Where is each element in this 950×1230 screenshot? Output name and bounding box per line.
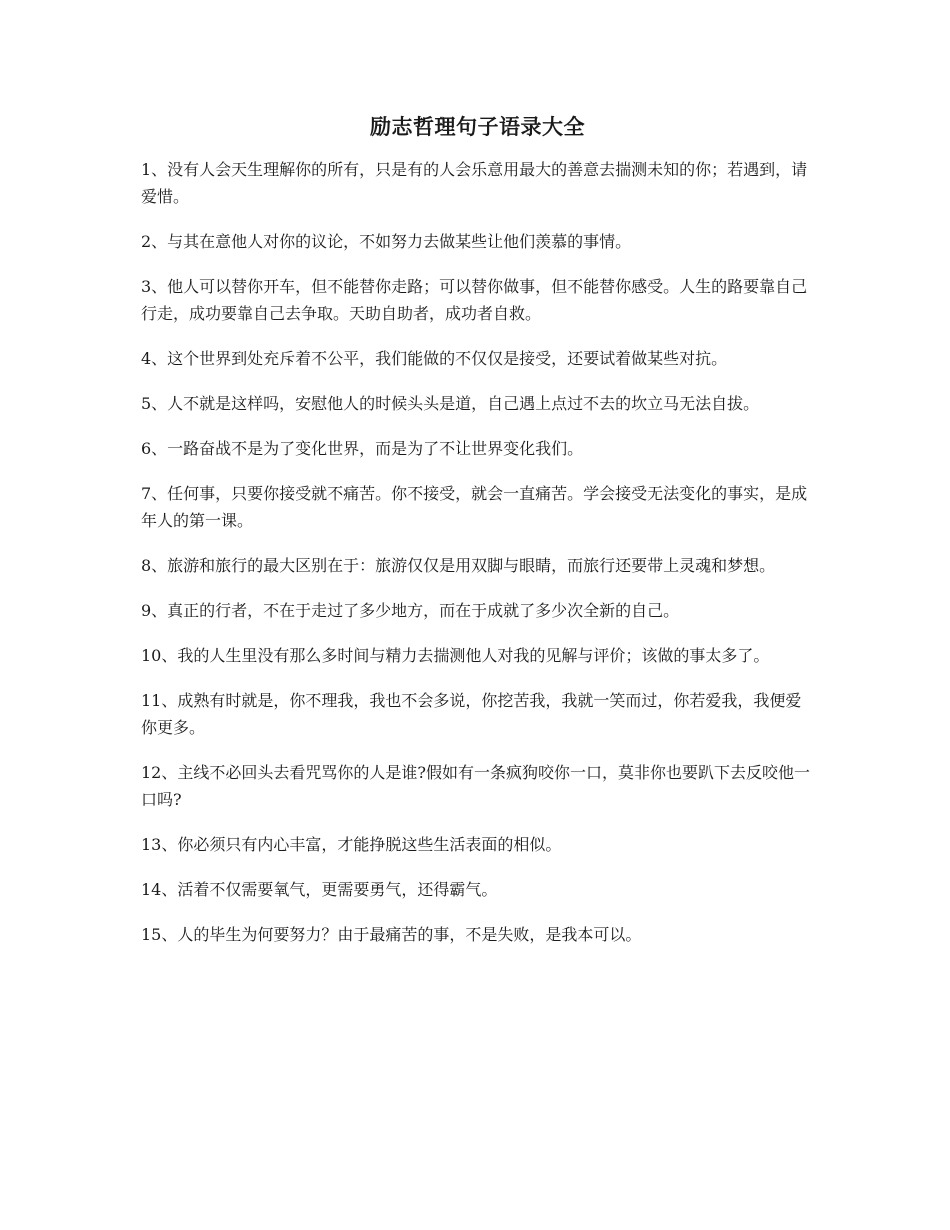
quote-item: 2、与其在意他人对你的议论，不如努力去做某些让他们羡慕的事情。 [141,232,632,251]
quote-item: 9、真正的行者，不在于走过了多少地方，而在于成就了多少次全新的自己。 [141,601,680,620]
quote-item: 6、一路奋战不是为了变化世界，而是为了不让世界变化我们。 [141,439,584,458]
quote-item: 7、任何事，只要你接受就不痛苦。你不接受，就会一直痛苦。学会接受无法变化的事实，是成年人的第一课。 [141,484,808,530]
quote-item: 1、没有人会天生理解你的所有，只是有的人会乐意用最大的善意去揣测未知的你；若遇到，请爱惜。 [141,160,808,206]
document-title: 励志哲理句子语录大全 [370,114,585,139]
quote-item: 12、主线不必回头去看咒骂你的人是谁?假如有一条疯狗咬你一口，莫非你也要趴下去反咬他一口吗? [141,763,810,809]
quote-item: 4、这个世界到处充斥着不公平，我们能做的不仅仅是接受，还要试着做某些对抗。 [141,349,728,368]
quote-item: 3、他人可以替你开车，但不能替你走路；可以替你做事，但不能替你感受。人生的路要靠自己行走，成功要靠自己去争取。天助自助者，成功者自救。 [141,277,808,323]
quote-item: 11、成熟有时就是，你不理我，我也不会多说，你挖苦我，我就一笑而过，你若爱我，我便爱你更多。 [141,691,802,737]
quote-item: 14、活着不仅需要氧气，更需要勇气，还得霸气。 [141,880,498,899]
quote-item: 13、你必须只有内心丰富，才能挣脱这些生活表面的相似。 [141,835,562,854]
quote-item: 5、人不就是这样吗，安慰他人的时候头头是道，自己遇上点过不去的坎立马无法自拔。 [141,394,760,413]
quote-item: 15、人的毕生为何要努力？由于最痛苦的事，不是失败，是我本可以。 [141,925,642,944]
quote-item: 8、旅游和旅行的最大区别在于：旅游仅仅是用双脚与眼睛，而旅行还要带上灵魂和梦想。 [141,556,776,575]
quote-item: 10、我的人生里没有那么多时间与精力去揣测他人对我的见解与评价；该做的事太多了。 [141,646,770,665]
